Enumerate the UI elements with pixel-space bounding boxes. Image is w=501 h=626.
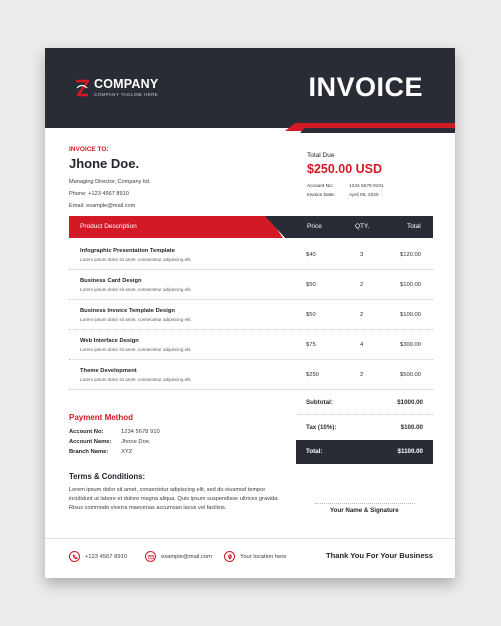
item-name: Business Card Design [80,278,142,284]
item-description: Lorem ipsum dolor sit amet, consectetur adipiscing elit. [80,347,192,352]
footer-email-text: example@mail.com [161,553,212,560]
table-row [69,300,433,330]
header-total: Total [407,223,421,230]
subtotal-value: $1000.00 [397,399,423,406]
table-row [69,240,433,270]
tax-label: Tax (10%): [306,424,337,431]
total-due-label: Total Due [307,152,335,159]
account-no-value: 1234 5678 9101 [349,184,384,189]
item-description: Lorem ipsum dolor sit amet, consectetur adipiscing elit. [80,257,192,262]
item-total: $500.00 [400,372,421,378]
item-name: Web Interface Design [80,338,139,344]
item-price: $50 [306,282,316,288]
bill-to-label: INVOICE TO: [69,146,109,153]
phone-icon [69,551,80,562]
item-total: $100.00 [400,312,421,318]
subtotal-label: Subtotal: [306,399,333,406]
payment-method-block [69,413,160,457]
item-qty: 3 [360,252,364,258]
table-row [69,330,433,360]
item-total: $120.00 [400,252,421,258]
item-price: $50 [306,312,316,318]
item-description: Lorem ipsum dolor sit amet, consectetur adipiscing elit. [80,287,192,292]
item-description: Lorem ipsum dolor sit amet, consectetur adipiscing elit. [80,377,192,382]
item-description: Lorem ipsum dolor sit amet, consectetur adipiscing elit. [80,317,192,322]
subtotal-row [296,391,433,415]
terms-block [69,472,289,513]
footer-location [224,551,287,562]
table-row [69,270,433,300]
location-pin-icon [224,551,235,562]
table-header [69,216,433,238]
signature-label: Your Name & Signature [330,507,399,514]
signature-line [315,503,415,504]
terms-text: Lorem ipsum dolor sit amet, consectetur adipiscing elit, sed do eiusmod tempor incididunt ut labore et dolore magna aliqua. Quis ipsum suspendisse ultrices gravida. Risus commodo viverra maecenas accumsan lacus vel facilisis. [69,487,279,511]
item-qty: 2 [360,312,364,318]
invoice-footer [69,551,433,565]
total-due-amount: $250.00 USD [307,162,383,176]
payment-method-title: Payment Method [69,413,134,422]
client-role: Managing Director, Company ltd. [69,179,151,185]
company-logo-icon [74,79,90,97]
thank-you-text: Thank You For Your Business [325,551,433,560]
line-items [69,240,433,390]
company-tagline: COMPANY TAGLINE HERE [94,92,159,97]
item-qty: 4 [360,342,364,348]
item-qty: 2 [360,372,364,378]
table-row [69,360,433,390]
payment-branch-label: Branch Name: [69,449,109,455]
invoice-date-value: April 05, 2020 [349,193,379,198]
payment-account-no-label: Account No: [69,429,104,435]
document-title: INVOICE [308,72,423,102]
header-qty: QTY. [355,223,370,230]
header-dark-bar [300,128,455,133]
item-qty: 2 [360,282,364,288]
payment-account-name-label: Account Name: [69,439,112,445]
invoice-sheet [45,48,455,578]
item-name: Theme Development [80,368,137,374]
payment-account-no: 1234 5678 910 [121,429,160,435]
footer-email [145,551,212,562]
tax-value: $100.00 [400,424,423,431]
terms-title: Terms & Conditions: [69,472,146,481]
item-price: $40 [306,252,316,258]
grand-total-row [296,440,433,464]
item-price: $75 [306,342,316,348]
item-name: Infographic Presentation Template [80,248,175,254]
bill-to-block [69,146,150,212]
account-no-label: Account No: [307,184,334,189]
company-name: COMPANY [94,77,159,91]
invoice-date-label: Invoice Date: [307,193,335,198]
client-phone: Phone: +123 4567 8910 [69,191,129,197]
tax-row [296,416,433,440]
item-price: $250 [306,372,319,378]
client-name: Jhone Doe. [69,156,140,171]
footer-divider [45,538,455,539]
header-price: Price [307,223,322,230]
invoice-header [45,48,455,128]
company-logo [74,78,158,97]
footer-location-text: Your location here [240,553,287,560]
footer-phone-text: +123 4567 8910 [85,553,128,560]
client-email: Email: example@mail.com [69,203,136,209]
item-total: $100.00 [400,282,421,288]
total-due-block [307,152,384,200]
payment-branch: XYZ [121,449,133,455]
mail-icon [145,551,156,562]
header-description: Product Description [80,223,137,230]
total-value: $1100.00 [397,448,423,455]
total-label: Total: [306,448,323,455]
item-name: Business Invoice Template Design [80,308,175,314]
payment-account-name: Jhone Doe. [121,439,151,445]
footer-phone [69,551,127,562]
item-total: $300.00 [400,342,421,348]
